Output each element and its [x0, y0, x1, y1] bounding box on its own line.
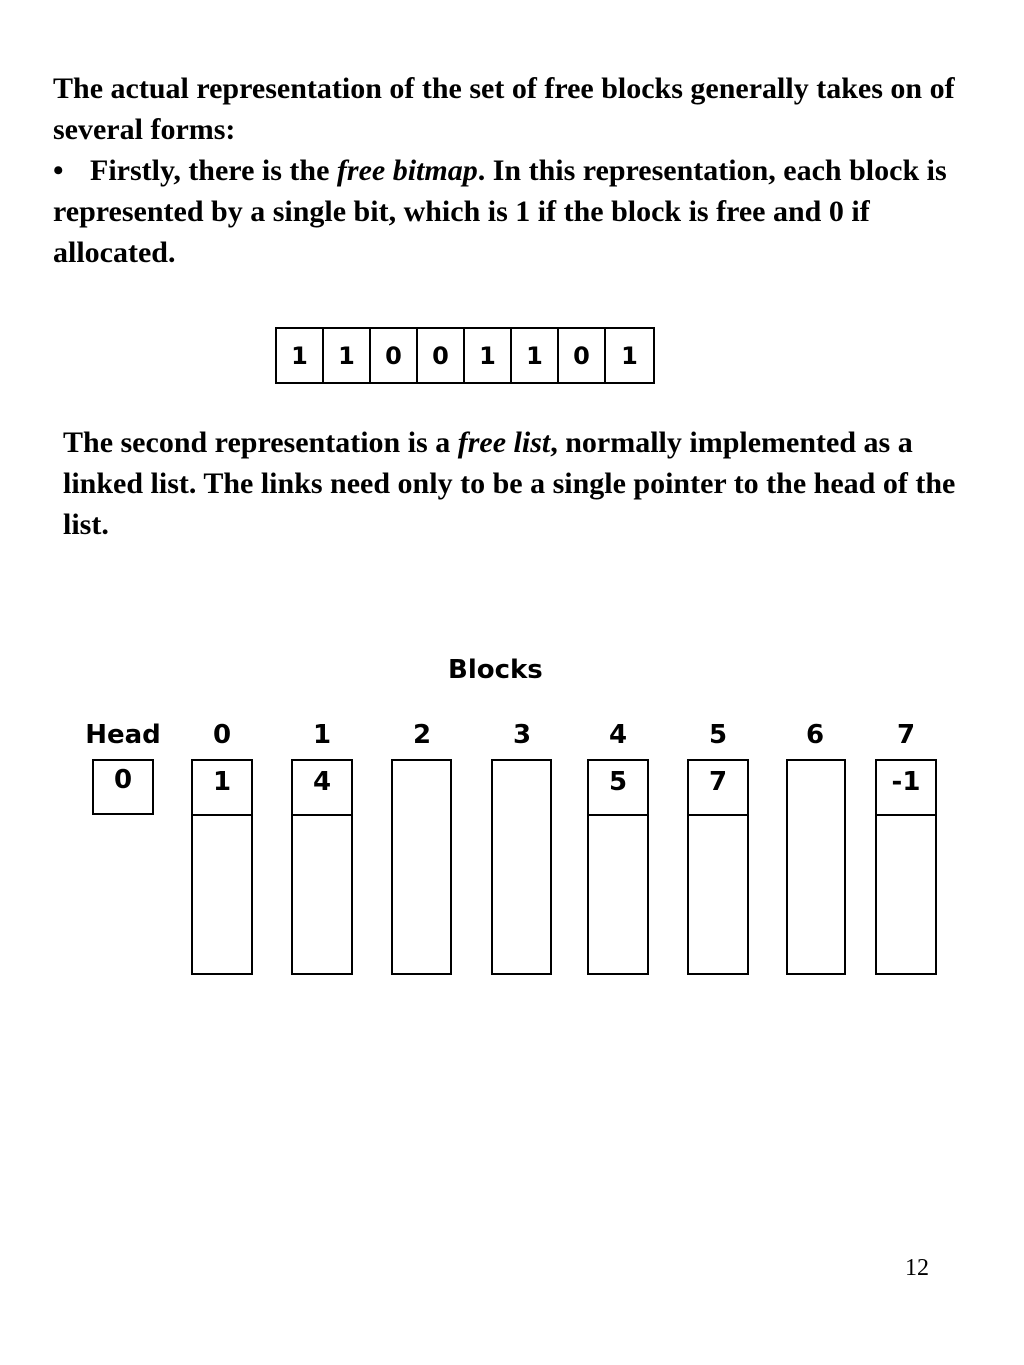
next-pointer — [788, 761, 844, 816]
block-index: 3 — [512, 720, 532, 750]
block-6 — [786, 759, 846, 975]
bitmap-bit: 1 — [277, 329, 324, 382]
block-3 — [491, 759, 552, 975]
head-pointer-box: 0 — [92, 759, 154, 815]
block-index: 5 — [708, 720, 728, 750]
bitmap-bit: 1 — [465, 329, 512, 382]
next-pointer — [493, 761, 550, 816]
second-text-after: , normally implemented as a linked list. The links need only to be a single pointer to the head of the list. — [63, 426, 956, 541]
block-index: 2 — [412, 720, 432, 750]
block-2 — [391, 759, 452, 975]
next-pointer: 5 — [589, 761, 647, 816]
next-pointer — [393, 761, 450, 816]
next-pointer: 7 — [689, 761, 747, 816]
bitmap-bit: 0 — [559, 329, 606, 382]
intro-paragraph: The actual representation of the set of free blocks generally takes on of several forms: — [53, 72, 955, 146]
bullet-text-before: Firstly, there is the — [90, 154, 337, 187]
free-bitmap-term: free bitmap — [336, 154, 478, 187]
free-list-paragraph — [63, 422, 963, 545]
block-0 — [191, 759, 253, 975]
bullet-text-after: . In this representation, each block is represented by a single bit, which is 1 if the block is free and 0 if allocated. — [53, 154, 947, 269]
block-index: 0 — [212, 720, 232, 750]
block-4 — [587, 759, 649, 975]
head-label: Head — [85, 720, 161, 750]
block-index: 6 — [805, 720, 825, 750]
block-7 — [875, 759, 937, 975]
block-1 — [291, 759, 353, 975]
blocks-title: Blocks — [448, 655, 543, 685]
bitmap-bit: 0 — [371, 329, 418, 382]
bullet-paragraph — [53, 150, 993, 273]
page-number: 12 — [905, 1255, 929, 1281]
second-text-before: The second representation is a — [63, 426, 458, 459]
bitmap-bit: 1 — [324, 329, 371, 382]
block-index: 1 — [312, 720, 332, 750]
next-pointer: 4 — [293, 761, 351, 816]
next-pointer: -1 — [877, 761, 935, 816]
next-pointer: 1 — [193, 761, 251, 816]
block-5 — [687, 759, 749, 975]
free-list-term: free list — [457, 426, 551, 459]
bitmap-bit: 1 — [512, 329, 559, 382]
free-bitmap — [275, 327, 655, 384]
bitmap-bit: 1 — [621, 341, 638, 370]
bullet-marker: • — [53, 154, 64, 187]
bitmap-bit: 0 — [418, 329, 465, 382]
block-index: 7 — [896, 720, 916, 750]
block-index: 4 — [608, 720, 628, 750]
